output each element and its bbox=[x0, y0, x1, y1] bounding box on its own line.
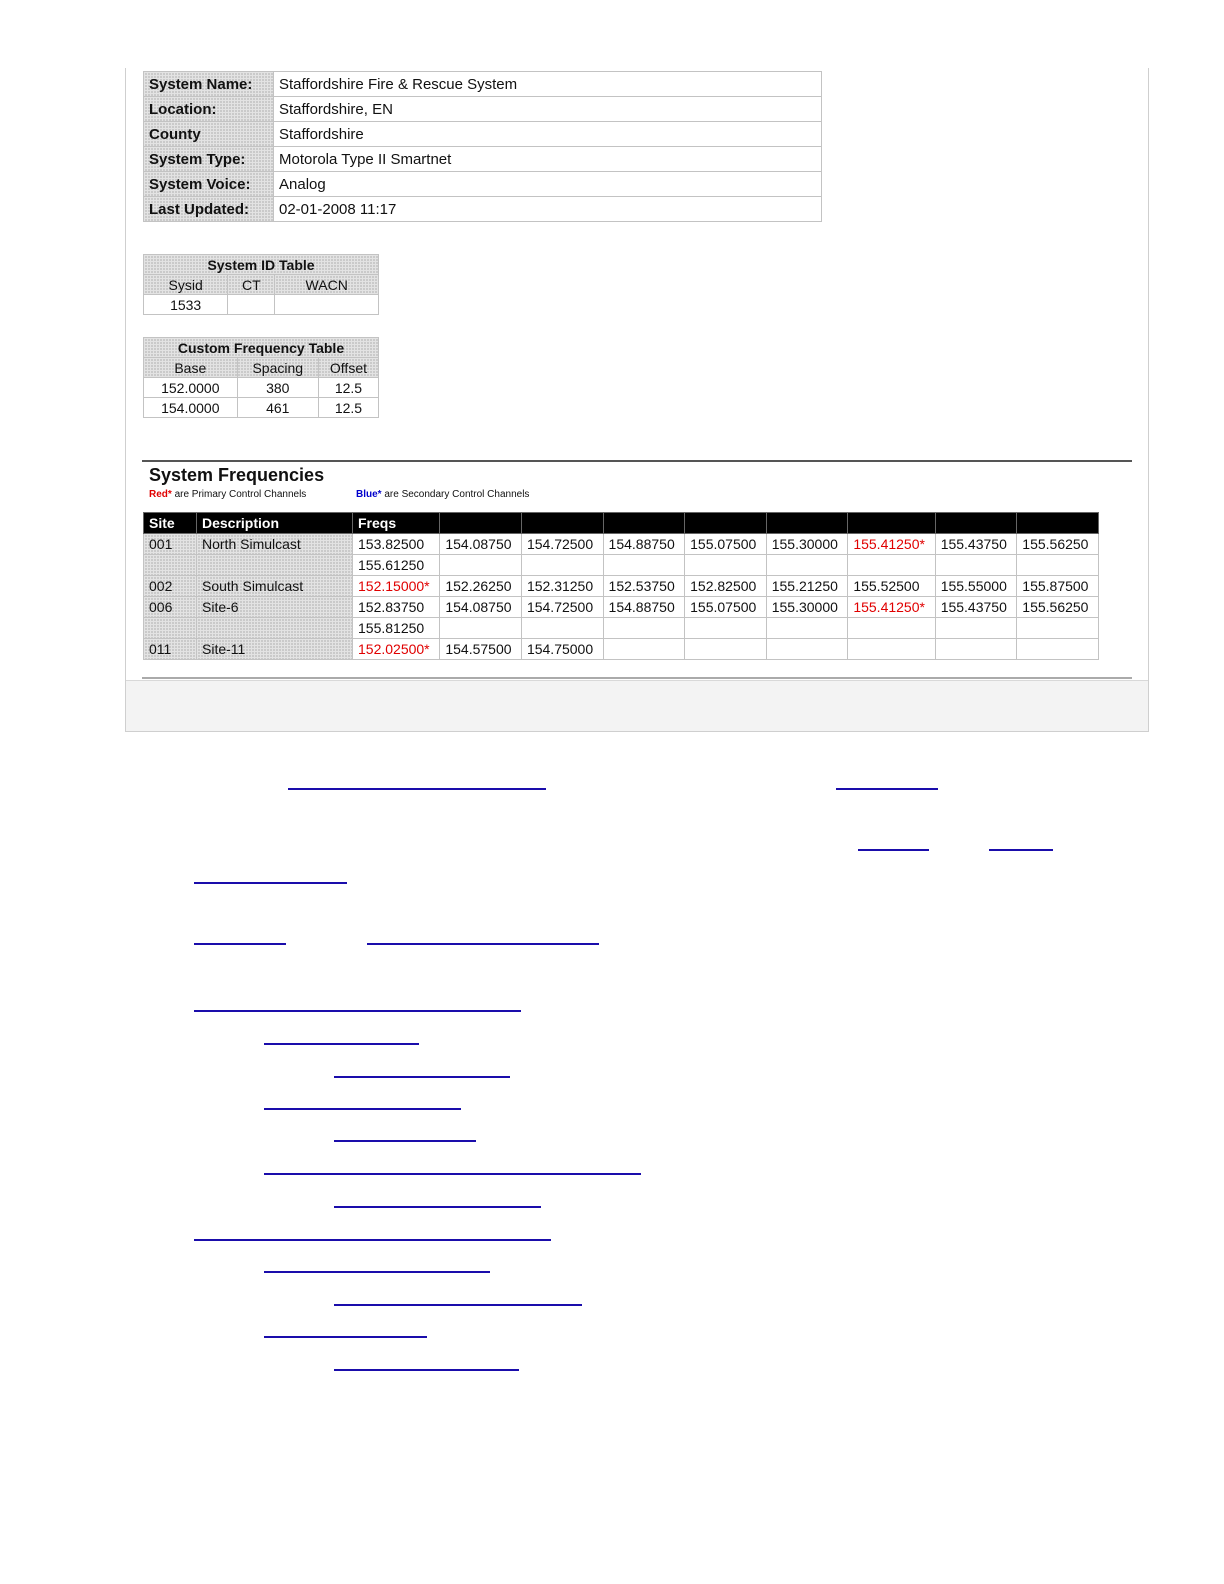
screenshot-frame bbox=[125, 68, 1149, 732]
custom-frequency-table bbox=[143, 337, 379, 418]
system-frequencies-title: System Frequencies bbox=[149, 465, 325, 485]
site-cell bbox=[144, 618, 197, 639]
bottom-divider bbox=[142, 677, 1132, 679]
frequency-cell: 154.57500 bbox=[440, 639, 522, 660]
info-value: Motorola Type II Smartnet bbox=[274, 147, 822, 172]
frequency-row bbox=[144, 576, 1099, 597]
frequency-cell: 155.55000 bbox=[935, 576, 1017, 597]
frequency-row bbox=[144, 639, 1099, 660]
spacing-value: 461 bbox=[237, 398, 318, 418]
wacn-value bbox=[275, 295, 379, 315]
frequency-cell: 152.26250 bbox=[440, 576, 522, 597]
link[interactable] bbox=[334, 1304, 582, 1306]
frequency-cell: 152.31250 bbox=[521, 576, 603, 597]
freqs-header-blank bbox=[603, 513, 685, 534]
frequency-cell: 152.82500 bbox=[685, 576, 767, 597]
frequency-cell bbox=[603, 618, 685, 639]
info-row bbox=[144, 147, 822, 172]
system-info-table bbox=[143, 71, 822, 222]
frequency-cell: 154.88750 bbox=[603, 534, 685, 555]
info-row bbox=[144, 72, 822, 97]
link[interactable] bbox=[264, 1043, 419, 1045]
legend-primary bbox=[149, 489, 306, 500]
base-header: Base bbox=[144, 358, 238, 378]
description-cell: Site-6 bbox=[197, 597, 353, 618]
frequency-row bbox=[144, 555, 1099, 576]
frequency-cell: 152.02500* bbox=[353, 639, 440, 660]
frequency-cell: 155.87500 bbox=[1017, 576, 1099, 597]
system-frequencies-table bbox=[143, 512, 1099, 660]
info-label: System Name: bbox=[144, 72, 274, 97]
link[interactable] bbox=[194, 1239, 551, 1241]
frequency-cell bbox=[766, 639, 848, 660]
frequency-cell bbox=[440, 555, 522, 576]
link[interactable] bbox=[334, 1206, 541, 1208]
frequency-row bbox=[144, 534, 1099, 555]
frequency-cell: 152.53750 bbox=[603, 576, 685, 597]
frequency-cell bbox=[603, 555, 685, 576]
info-label: System Voice: bbox=[144, 172, 274, 197]
wacn-header: WACN bbox=[275, 275, 379, 295]
info-row bbox=[144, 97, 822, 122]
link[interactable] bbox=[836, 788, 938, 790]
info-value: Staffordshire Fire & Rescue System bbox=[274, 72, 822, 97]
site-cell: 002 bbox=[144, 576, 197, 597]
frequency-cell bbox=[521, 555, 603, 576]
frequency-row bbox=[144, 618, 1099, 639]
offset-value: 12.5 bbox=[318, 378, 378, 398]
frequency-cell bbox=[766, 555, 848, 576]
frequency-cell bbox=[766, 618, 848, 639]
frequency-cell: 155.43750 bbox=[935, 534, 1017, 555]
ct-header: CT bbox=[228, 275, 275, 295]
freqs-header-blank bbox=[521, 513, 603, 534]
frequency-cell bbox=[848, 639, 935, 660]
info-row bbox=[144, 172, 822, 197]
frequency-cell: 155.56250 bbox=[1017, 597, 1099, 618]
link[interactable] bbox=[194, 943, 286, 945]
link[interactable] bbox=[264, 1271, 490, 1273]
frequency-cell: 155.41250* bbox=[848, 597, 935, 618]
link[interactable] bbox=[858, 849, 929, 851]
site-cell bbox=[144, 555, 197, 576]
frequency-cell: 155.30000 bbox=[766, 534, 848, 555]
frequency-cell: 153.82500 bbox=[353, 534, 440, 555]
link[interactable] bbox=[334, 1369, 519, 1371]
info-label: System Type: bbox=[144, 147, 274, 172]
base-value: 152.0000 bbox=[144, 378, 238, 398]
info-row bbox=[144, 122, 822, 147]
custom-frequency-table-title: Custom Frequency Table bbox=[144, 338, 379, 358]
offset-value: 12.5 bbox=[318, 398, 378, 418]
link[interactable] bbox=[288, 788, 546, 790]
frequency-cell: 155.07500 bbox=[685, 534, 767, 555]
description-cell bbox=[197, 618, 353, 639]
freqs-header-blank bbox=[766, 513, 848, 534]
frequency-cell bbox=[848, 555, 935, 576]
link[interactable] bbox=[264, 1108, 461, 1110]
sysid-value: 1533 bbox=[144, 295, 228, 315]
link[interactable] bbox=[194, 1010, 521, 1012]
description-cell: North Simulcast bbox=[197, 534, 353, 555]
frequency-cell bbox=[935, 618, 1017, 639]
frequency-cell bbox=[935, 555, 1017, 576]
ct-value bbox=[228, 295, 275, 315]
freqs-header-blank bbox=[848, 513, 935, 534]
frequency-cell: 154.72500 bbox=[521, 534, 603, 555]
info-value: 02-01-2008 11:17 bbox=[274, 197, 822, 222]
frequency-cell bbox=[521, 618, 603, 639]
base-value: 154.0000 bbox=[144, 398, 238, 418]
legend-secondary bbox=[356, 489, 529, 500]
system-id-table bbox=[143, 254, 379, 315]
frequency-cell: 154.08750 bbox=[440, 534, 522, 555]
link[interactable] bbox=[334, 1076, 510, 1078]
site-cell: 001 bbox=[144, 534, 197, 555]
frequency-cell bbox=[685, 639, 767, 660]
frequency-cell bbox=[1017, 639, 1099, 660]
freqs-header-blank bbox=[685, 513, 767, 534]
frequency-cell bbox=[685, 618, 767, 639]
frequency-cell: 155.56250 bbox=[1017, 534, 1099, 555]
frequency-cell: 152.83750 bbox=[353, 597, 440, 618]
legend-blue-marker: Blue* bbox=[356, 489, 382, 500]
info-value: Staffordshire bbox=[274, 122, 822, 147]
link[interactable] bbox=[264, 1173, 641, 1175]
link[interactable] bbox=[367, 943, 599, 945]
link[interactable] bbox=[334, 1140, 476, 1142]
sysid-header: Sysid bbox=[144, 275, 228, 295]
spacing-value: 380 bbox=[237, 378, 318, 398]
frequency-cell bbox=[935, 639, 1017, 660]
info-value: Analog bbox=[274, 172, 822, 197]
frequency-cell bbox=[848, 618, 935, 639]
frequency-cell bbox=[603, 639, 685, 660]
freqs-header: Freqs bbox=[353, 513, 440, 534]
frequency-cell bbox=[440, 618, 522, 639]
freqs-header-blank bbox=[440, 513, 522, 534]
frequency-cell: 155.21250 bbox=[766, 576, 848, 597]
site-header: Site bbox=[144, 513, 197, 534]
frequency-cell: 155.30000 bbox=[766, 597, 848, 618]
frequency-cell: 154.75000 bbox=[521, 639, 603, 660]
section-divider bbox=[142, 460, 1132, 462]
frequency-cell: 154.72500 bbox=[521, 597, 603, 618]
frequency-row bbox=[144, 597, 1099, 618]
site-cell: 011 bbox=[144, 639, 197, 660]
frequency-cell bbox=[1017, 618, 1099, 639]
legend-blue-text: are Secondary Control Channels bbox=[381, 489, 530, 500]
legend-red-text: are Primary Control Channels bbox=[171, 489, 307, 500]
legend-red-marker: Red* bbox=[149, 489, 172, 500]
freqs-header-blank bbox=[1017, 513, 1099, 534]
frequency-cell: 152.15000* bbox=[353, 576, 440, 597]
system-id-table-title: System ID Table bbox=[144, 255, 379, 275]
info-value: Staffordshire, EN bbox=[274, 97, 822, 122]
screenshot-content bbox=[134, 68, 1132, 680]
frequency-cell: 155.52500 bbox=[848, 576, 935, 597]
frequency-cell: 154.08750 bbox=[440, 597, 522, 618]
description-cell bbox=[197, 555, 353, 576]
description-cell: South Simulcast bbox=[197, 576, 353, 597]
frequency-cell: 154.88750 bbox=[603, 597, 685, 618]
offset-header: Offset bbox=[318, 358, 378, 378]
site-cell: 006 bbox=[144, 597, 197, 618]
description-cell: Site-11 bbox=[197, 639, 353, 660]
info-row bbox=[144, 197, 822, 222]
freqs-header-blank bbox=[935, 513, 1017, 534]
frequency-cell: 155.81250 bbox=[353, 618, 440, 639]
info-label: Location: bbox=[144, 97, 274, 122]
screenshot-footer bbox=[126, 680, 1148, 731]
frequency-cell: 155.07500 bbox=[685, 597, 767, 618]
frequency-cell: 155.61250 bbox=[353, 555, 440, 576]
link[interactable] bbox=[194, 882, 347, 884]
link[interactable] bbox=[264, 1336, 427, 1338]
frequency-cell bbox=[685, 555, 767, 576]
info-label: Last Updated: bbox=[144, 197, 274, 222]
description-header: Description bbox=[197, 513, 353, 534]
link[interactable] bbox=[989, 849, 1053, 851]
frequency-cell: 155.43750 bbox=[935, 597, 1017, 618]
info-label: County bbox=[144, 122, 274, 147]
frequency-cell: 155.41250* bbox=[848, 534, 935, 555]
frequency-cell bbox=[1017, 555, 1099, 576]
spacing-header: Spacing bbox=[237, 358, 318, 378]
